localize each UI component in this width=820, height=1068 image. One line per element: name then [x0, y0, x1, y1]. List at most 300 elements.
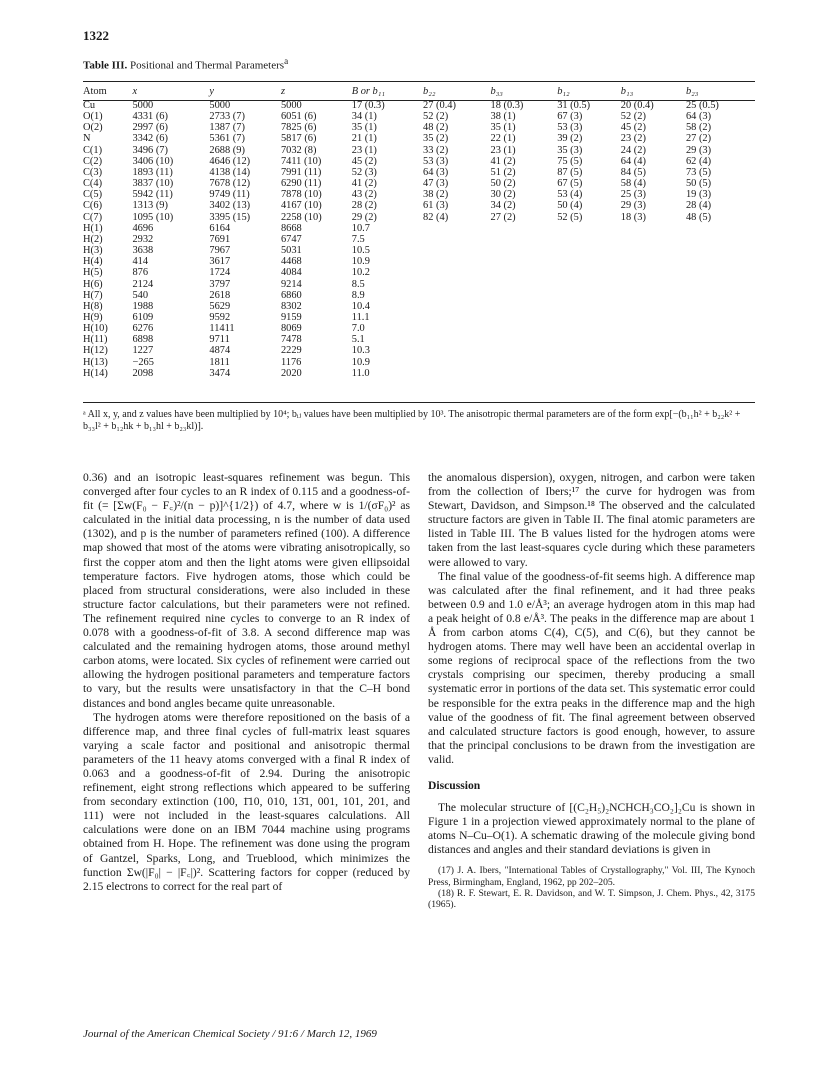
table-row	[83, 267, 755, 278]
value-cell: 9214	[280, 278, 302, 290]
atom-cell: H(12)	[83, 345, 108, 357]
value-cell	[621, 234, 686, 245]
value-cell: 6747	[280, 233, 302, 245]
value-cell: 35 (1)	[490, 122, 516, 134]
value-cell: 1387 (7)	[209, 122, 245, 134]
value-cell: 21 (1)	[351, 133, 377, 145]
value-cell	[423, 323, 490, 334]
running-footer: Journal of the American Chemical Society / 91:6 / March 12, 1969	[83, 1028, 377, 1040]
value-cell	[423, 290, 490, 301]
value-cell: 414	[132, 256, 149, 268]
value-cell: 27 (0.4)	[423, 100, 456, 111]
value-cell: 6051 (6)	[280, 111, 317, 123]
atom-cell: C(5)	[83, 189, 103, 201]
value-cell: 7991 (11)	[280, 166, 322, 178]
atom-cell: H(8)	[83, 300, 103, 312]
body-paragraph: the anomalous dispersion), oxygen, nitrogen, and carbon were taken from the collection of Ibers;¹⁷ the curve for hydrogen was from Stewart, Davidson, and Simpson.¹⁸ The observed and the calculated structure factors are given in Table II. The final atomic parameters are listed in Table III. The B values listed for the hydrogen atoms were taken from the last least-squares cycle during which these parameters were allowed to vary.	[428, 471, 755, 569]
value-cell: 4468	[280, 256, 302, 268]
value-cell	[557, 267, 621, 278]
header-b23: b₂₃	[685, 86, 699, 98]
value-cell	[491, 223, 558, 234]
value-cell: 38 (2)	[423, 189, 449, 201]
value-cell: 4138 (14)	[209, 166, 251, 178]
value-cell: 8668	[280, 222, 302, 234]
table-row	[83, 178, 755, 189]
value-cell: 7411 (10)	[280, 155, 322, 167]
atom-cell: C(3)	[83, 166, 103, 178]
value-cell	[423, 334, 490, 345]
value-cell: 28 (2)	[351, 200, 377, 212]
value-cell: 5629	[209, 300, 231, 312]
value-cell: 8302	[280, 300, 302, 312]
value-cell	[491, 368, 558, 379]
value-cell	[491, 312, 558, 323]
value-cell	[621, 290, 686, 301]
value-cell	[621, 279, 686, 290]
value-cell: 48 (2)	[423, 122, 449, 134]
discussion-paragraph: The molecular structure of [(C₂H₅)₂NCHCH₃CO₂]₂Cu is shown in Figure 1 in a projection viewed approximately normal to the plane of atoms N–Cu–O(1). A schematic drawing of the molecule giving bond distances and angles and their standard deviations is given in	[428, 801, 755, 857]
atom-cell: H(3)	[83, 245, 103, 257]
value-cell: 4646 (12)	[209, 155, 251, 167]
value-cell: 31 (0.5)	[557, 100, 591, 111]
atom-cell: N	[83, 133, 91, 145]
atom-cell: C(2)	[83, 155, 103, 167]
table-label: Table III.	[83, 59, 128, 72]
value-cell	[621, 312, 686, 323]
value-cell: 67 (3)	[557, 111, 583, 123]
value-cell: 30 (2)	[490, 189, 516, 201]
value-cell: 50 (2)	[490, 178, 516, 190]
page-number: 1322	[83, 28, 109, 43]
value-cell: 1988	[132, 300, 154, 312]
atom-cell: H(4)	[83, 256, 103, 268]
value-cell: 3342 (6)	[132, 133, 168, 145]
value-cell: 4167 (10)	[280, 200, 322, 212]
value-cell: 2932	[132, 233, 154, 245]
table-row	[83, 334, 755, 345]
value-cell	[686, 279, 755, 290]
table-row	[83, 145, 755, 156]
value-cell	[423, 279, 490, 290]
value-cell: 27 (2)	[685, 133, 712, 145]
table-row	[83, 323, 755, 334]
value-cell: 35 (3)	[557, 144, 583, 156]
value-cell: 58 (2)	[685, 122, 712, 134]
value-cell	[557, 323, 621, 334]
value-cell	[557, 290, 621, 301]
value-cell: 3496 (7)	[132, 144, 168, 156]
value-cell	[423, 357, 490, 368]
table-row	[83, 111, 755, 122]
value-cell	[621, 368, 686, 379]
value-cell: 84 (5)	[620, 166, 646, 178]
value-cell	[621, 223, 686, 234]
value-cell: 64 (3)	[685, 111, 712, 123]
table-top-rule	[83, 81, 755, 82]
value-cell: 35 (1)	[351, 122, 377, 134]
left-column	[83, 471, 410, 894]
atom-cell: C(4)	[83, 178, 103, 190]
header-z: z	[280, 86, 286, 98]
atom-cell: H(6)	[83, 278, 103, 290]
value-cell: 10.4	[351, 300, 370, 312]
value-cell: 6164	[209, 222, 231, 234]
value-cell	[557, 357, 621, 368]
value-cell: 5031	[280, 245, 302, 257]
table-row	[83, 212, 755, 223]
value-cell: 5000	[209, 100, 231, 111]
atom-cell: H(5)	[83, 267, 103, 279]
table-row	[83, 234, 755, 245]
atom-cell: H(1)	[83, 222, 103, 234]
value-cell	[686, 334, 755, 345]
reference-17: (17) J. A. Ibers, "International Tables of Crystallography," Vol. III, The Kynoch Press, Birmingham, England, 1962, pp 202–205.	[428, 865, 755, 888]
value-cell: 1176	[280, 356, 302, 368]
header-b11: B or b₁₁	[351, 86, 385, 98]
value-cell	[491, 267, 558, 278]
header-x: x	[132, 86, 138, 98]
value-cell: 47 (3)	[423, 178, 449, 190]
value-cell	[686, 312, 755, 323]
value-cell: 29 (2)	[351, 211, 377, 223]
atom-cell: C(1)	[83, 144, 103, 156]
value-cell: 7878 (10)	[280, 189, 322, 201]
value-cell: 4874	[209, 345, 231, 357]
value-cell: 10.9	[351, 256, 370, 268]
value-cell: 19 (3)	[685, 189, 712, 201]
value-cell: 75 (5)	[557, 155, 583, 167]
value-cell: 58 (4)	[620, 178, 646, 190]
table-bottom-rule	[83, 402, 755, 403]
value-cell: 7032 (8)	[280, 144, 317, 156]
value-cell: 51 (2)	[490, 166, 516, 178]
value-cell: 9749 (11)	[209, 189, 250, 201]
value-cell: 11.1	[351, 311, 370, 323]
value-cell	[621, 245, 686, 256]
table-row	[83, 156, 755, 167]
atom-cell: H(13)	[83, 356, 108, 368]
atom-cell: H(14)	[83, 367, 108, 379]
value-cell	[491, 323, 558, 334]
header-b12: b₁₂	[557, 86, 570, 98]
value-cell	[491, 245, 558, 256]
value-cell: 876	[132, 267, 149, 279]
value-cell	[686, 345, 755, 356]
value-cell: 2020	[280, 367, 302, 379]
value-cell: 9159	[280, 311, 302, 323]
value-cell: 41 (2)	[351, 178, 377, 190]
table-row	[83, 290, 755, 301]
value-cell	[621, 256, 686, 267]
table-row	[83, 345, 755, 356]
value-cell: 4696	[132, 222, 154, 234]
value-cell	[557, 256, 621, 267]
value-cell: 3797	[209, 278, 231, 290]
value-cell	[491, 290, 558, 301]
value-cell: 2733 (7)	[209, 111, 245, 123]
header-atom: Atom	[83, 86, 107, 98]
value-cell: 6290 (11)	[280, 178, 322, 190]
table-row	[83, 100, 755, 111]
table-caption	[83, 56, 288, 72]
value-cell: 53 (4)	[557, 189, 583, 201]
value-cell	[423, 312, 490, 323]
value-cell	[423, 267, 490, 278]
value-cell	[423, 223, 490, 234]
value-cell	[686, 357, 755, 368]
value-cell	[557, 301, 621, 312]
value-cell: 52 (2)	[620, 111, 646, 123]
value-cell	[621, 334, 686, 345]
value-cell	[621, 323, 686, 334]
value-cell	[686, 323, 755, 334]
value-cell: 1811	[209, 356, 230, 368]
value-cell	[557, 345, 621, 356]
value-cell: 34 (1)	[351, 111, 377, 123]
reference-18: (18) R. F. Stewart, E. R. Davidson, and W. T. Simpson, J. Chem. Phys., 42, 3175 (1965).	[428, 888, 755, 911]
atom-cell: Cu	[83, 100, 96, 111]
value-cell: 2124	[132, 278, 154, 290]
value-cell	[686, 368, 755, 379]
table-row	[83, 279, 755, 290]
value-cell: 6898	[132, 334, 154, 346]
value-cell: 9592	[209, 311, 231, 323]
value-cell: 50 (5)	[685, 178, 712, 190]
value-cell: 10.7	[351, 222, 370, 234]
value-cell: 67 (5)	[557, 178, 583, 190]
value-cell: 2688 (9)	[209, 144, 245, 156]
value-cell: 3617	[209, 256, 231, 268]
table-body	[83, 100, 755, 379]
value-cell: 9711	[209, 334, 230, 346]
references	[428, 865, 755, 910]
value-cell: 52 (2)	[423, 111, 449, 123]
table-title: Positional and Thermal Parameters	[129, 59, 285, 72]
value-cell: 45 (2)	[620, 122, 646, 134]
atom-cell: O(1)	[83, 111, 103, 123]
value-cell	[491, 256, 558, 267]
value-cell: 10.5	[351, 245, 370, 257]
value-cell	[621, 357, 686, 368]
table-row	[83, 301, 755, 312]
value-cell	[491, 234, 558, 245]
value-cell: 540	[132, 289, 149, 301]
value-cell: 64 (3)	[423, 166, 449, 178]
value-cell	[557, 279, 621, 290]
value-cell: 38 (1)	[490, 111, 516, 123]
value-cell	[491, 345, 558, 356]
value-cell: 33 (2)	[423, 144, 449, 156]
value-cell: 41 (2)	[490, 155, 516, 167]
value-cell: 7.0	[351, 323, 365, 335]
value-cell: 8069	[280, 323, 302, 335]
table-row	[83, 200, 755, 211]
value-cell: 2997 (6)	[132, 122, 168, 134]
table-row	[83, 312, 755, 323]
value-cell: 6276	[132, 323, 154, 335]
table-row	[83, 122, 755, 133]
value-cell: 3837 (10)	[132, 178, 174, 190]
value-cell: 1724	[209, 267, 231, 279]
value-cell: 2229	[280, 345, 302, 357]
value-cell: 3406 (10)	[132, 155, 174, 167]
value-cell	[686, 256, 755, 267]
atom-cell: C(6)	[83, 200, 103, 212]
value-cell	[423, 345, 490, 356]
table-row	[83, 223, 755, 234]
value-cell: 22 (1)	[490, 133, 516, 145]
value-cell	[491, 334, 558, 345]
table-row	[83, 189, 755, 200]
value-cell: 64 (4)	[620, 155, 646, 167]
value-cell: 87 (5)	[557, 166, 583, 178]
value-cell: 18 (0.3)	[490, 100, 524, 111]
value-cell	[621, 267, 686, 278]
value-cell: 5.1	[351, 334, 365, 346]
value-cell: 62 (4)	[685, 155, 712, 167]
value-cell: 18 (3)	[620, 211, 646, 223]
body-paragraph: 0.36) and an isotropic least-squares refinement was begun. This converged after four cycles to an R index of 0.115 and a goodness-of-fit (= [Σw(F₀ − F꜀)²/(n − p)]^{1/2}) of 4.7, where w is 1/(σF₀)² as calculated in the initial data processing, n is the number of data used (1302), and p is the number of parameters refined (100). A difference map showed that most of the atoms were vibrating anisotropically, so first the copper atom and then the light atoms were given ellipsoidal temperature factors. Five hydrogen atoms, those which could be placed from structural considerations, were also included in these structure factor calculations, but their parameters were not refined. The refinement required nine cycles to converge to an R index of 0.078 with a goodness-of-fit of 3.8. A second difference map was calculated and the remaining hydrogen atoms, those around methyl carbon atoms, were located. Six cycles of refinement were carried out allowing the hydrogen positional parameters and temperature factors to vary, but the results were unsatisfactory in that the C–H bond distances and bond angles became quite unreasonable.	[83, 471, 410, 710]
value-cell: 7967	[209, 245, 231, 257]
value-cell	[491, 279, 558, 290]
value-cell: 53 (3)	[423, 155, 449, 167]
body-paragraph: The hydrogen atoms were therefore repositioned on the basis of a difference map, and three final cycles of full-matrix least squares varying a scale factor and positional and anisotropic thermal parameters of the 11 heavy atoms converged with a final R index of 0.063 and a goodness-of-fit of 2.94. During the anisotropic refinement, eight strong reflections which appeared to be suffering from secondary extinction (100, 1̄10, 010, 13̄1, 001, 101, 201, and 111) were not included in the least-squares calculations. All calculations were done on an IBM 7044 machine using programs obtained from H. Hope. The refinement was done using the program of Gantzel, Sparks, Long, and Trueblood, which minimizes the function Σw(|F₀| − |F꜀|)². Scattering factors for copper (reduced by 2.15 electrons to correct for the real part of	[83, 710, 410, 893]
value-cell	[686, 245, 755, 256]
value-cell: 28 (4)	[685, 200, 712, 212]
value-cell: 3402 (13)	[209, 200, 251, 212]
value-cell: 24 (2)	[620, 144, 646, 156]
value-cell: 5000	[132, 100, 154, 111]
value-cell: 10.3	[351, 345, 370, 357]
value-cell	[686, 301, 755, 312]
table-row	[83, 256, 755, 267]
table-row	[83, 245, 755, 256]
value-cell	[423, 256, 490, 267]
value-cell: 20 (0.4)	[620, 100, 654, 111]
header-b13: b₁₃	[620, 86, 634, 98]
value-cell: 6860	[280, 289, 302, 301]
value-cell: 3474	[209, 367, 231, 379]
body-paragraph: The final value of the goodness-of-fit seems high. A difference map was calculated after the final refinement, and it had three peaks between 0.9 and 1.0 e/Å³; an average hydrogen atom in this map had a peak height of 0.8 e/Å³. The peaks in the difference map are about 1 Å from carbon atoms C(4), C(5), and C(6), but they cannot be hydrogen atoms. There may well have been an accidental overlap in some regions of reciprocal space of the reflections from the two crystals comprising our specimen, thereby producing a small systematic error in portions of the data set. This systematic error could be responsible for the extra peaks in the difference map and the high value of the goodness of fit. The final agreement between observed and calculated structure factors is good enough, however, to assure that the principal conclusions to be drawn from the investigation are valid.	[428, 569, 755, 766]
value-cell: 3395 (15)	[209, 211, 251, 223]
value-cell: 4331 (6)	[132, 111, 168, 123]
value-cell: 11.0	[351, 367, 370, 379]
value-cell: 5361 (7)	[209, 133, 245, 145]
value-cell	[423, 245, 490, 256]
value-cell: 7691	[209, 233, 231, 245]
value-cell	[686, 290, 755, 301]
value-cell: 5817 (6)	[280, 133, 317, 145]
table-row	[83, 357, 755, 368]
value-cell: 45 (2)	[351, 155, 377, 167]
value-cell	[557, 234, 621, 245]
value-cell: 39 (2)	[557, 133, 583, 145]
value-cell: 23 (1)	[490, 144, 516, 156]
value-cell	[621, 301, 686, 312]
table-footnote: ᵃ All x, y, and z values have been multiplied by 10⁴; bᵢⱼ values have been multiplied by 10³. The anisotropic thermal parameters are of the form exp[−(b₁₁h² + b₂₂k² + b₃₃l² + b₁₂hk + b₁₃hl + b₂₃kl)].	[83, 409, 741, 432]
atom-cell: H(10)	[83, 323, 108, 335]
value-cell: 29 (3)	[685, 144, 712, 156]
value-cell	[686, 267, 755, 278]
value-cell	[491, 301, 558, 312]
right-column	[428, 471, 755, 911]
value-cell: 1313 (9)	[132, 200, 168, 212]
value-cell	[686, 234, 755, 245]
value-cell	[557, 368, 621, 379]
value-cell: 82 (4)	[423, 211, 449, 223]
value-cell: 7478	[280, 334, 302, 346]
value-cell	[423, 234, 490, 245]
value-cell: 53 (3)	[557, 122, 583, 134]
value-cell	[621, 345, 686, 356]
header-b22: b₂₂	[423, 86, 436, 98]
table-row	[83, 133, 755, 144]
value-cell: 17 (0.3)	[351, 100, 385, 111]
value-cell: 1095 (10)	[132, 211, 174, 223]
value-cell: 73 (5)	[685, 166, 712, 178]
atom-cell: H(11)	[83, 334, 108, 346]
value-cell: 43 (2)	[351, 189, 377, 201]
value-cell: −265	[132, 356, 154, 368]
value-cell	[423, 368, 490, 379]
parameters-table	[83, 84, 755, 379]
value-cell: 52 (3)	[351, 166, 377, 178]
value-cell	[686, 223, 755, 234]
value-cell: 1893 (11)	[132, 166, 173, 178]
value-cell: 52 (5)	[557, 211, 583, 223]
value-cell: 48 (5)	[685, 211, 712, 223]
value-cell: 7825 (6)	[280, 122, 317, 134]
value-cell: 5000	[280, 100, 302, 111]
value-cell: 6109	[132, 311, 154, 323]
value-cell: 34 (2)	[490, 200, 516, 212]
value-cell: 10.2	[351, 267, 370, 279]
atom-cell: H(9)	[83, 311, 103, 323]
value-cell	[557, 312, 621, 323]
value-cell: 29 (3)	[620, 200, 646, 212]
value-cell	[423, 301, 490, 312]
value-cell: 23 (1)	[351, 144, 377, 156]
header-y: y	[209, 86, 215, 98]
value-cell	[557, 223, 621, 234]
value-cell: 2618	[209, 289, 231, 301]
atom-cell: H(2)	[83, 233, 103, 245]
table-row	[83, 368, 755, 379]
value-cell: 50 (4)	[557, 200, 583, 212]
value-cell: 1227	[132, 345, 154, 357]
value-cell: 10.9	[351, 356, 370, 368]
value-cell: 27 (2)	[490, 211, 516, 223]
value-cell: 7.5	[351, 233, 365, 245]
value-cell: 35 (2)	[423, 133, 449, 145]
value-cell: 8.9	[351, 289, 365, 301]
value-cell: 25 (0.5)	[685, 100, 719, 111]
value-cell: 2098	[132, 367, 154, 379]
value-cell: 8.5	[351, 278, 365, 290]
value-cell: 61 (3)	[423, 200, 449, 212]
value-cell	[491, 357, 558, 368]
value-cell: 23 (2)	[620, 133, 646, 145]
atom-cell: H(7)	[83, 289, 103, 301]
value-cell: 5942 (11)	[132, 189, 173, 201]
value-cell: 2258 (10)	[280, 211, 322, 223]
value-cell: 3638	[132, 245, 154, 257]
header-b33: b₃₃	[490, 86, 503, 98]
table-row	[83, 167, 755, 178]
value-cell: 4084	[280, 267, 302, 279]
section-heading: Discussion	[428, 778, 481, 792]
value-cell: 7678 (12)	[209, 178, 251, 190]
